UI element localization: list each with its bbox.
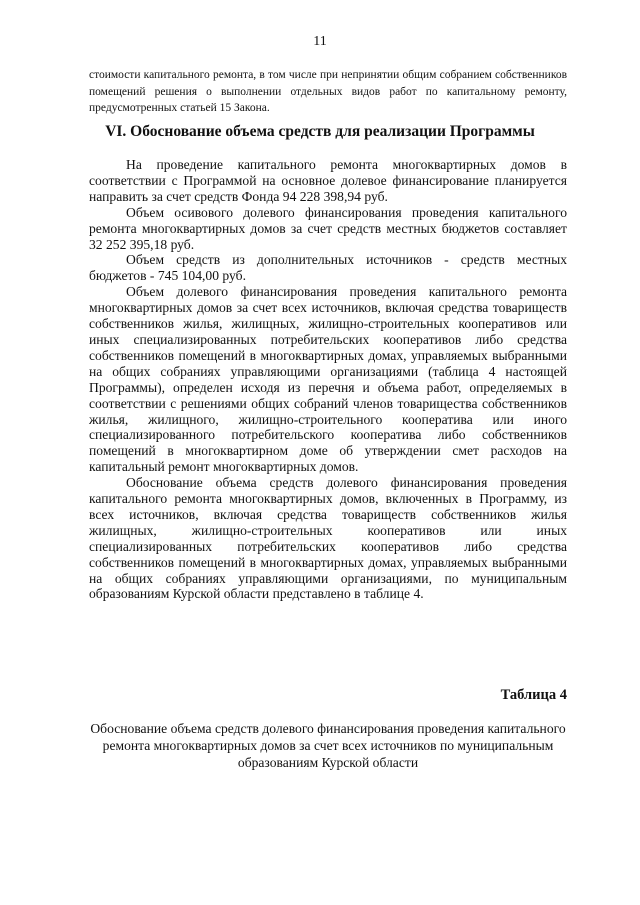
intro-paragraph: стоимости капитального ремонта, в том числе при непринятии общим собранием собственников помещений решения о выполнении отдельных видов работ по капитальному ремонту, предусмотренных статьей 15 Закона. bbox=[89, 69, 567, 114]
paragraph-additional-sources: Объем средств из дополнительных источников - средств местных бюджетов - 745 104,00 руб. bbox=[89, 252, 567, 284]
table-caption: Обоснование объема средств долевого финансирования проведения капитального ремонта многоквартирных домов за счет всех источников по муниципальным образованиям Курской области bbox=[90, 721, 566, 770]
paragraph-fund-financing: На проведение капитального ремонта многоквартирных домов в соответствии с Программой на основное долевое финансирование планируется направить за счет средств Фонда 94 228 398,94 руб. bbox=[89, 157, 567, 204]
paragraph-local-budgets: Объем осивового долевого финансирования проведения капитального ремонта многоквартирных домов за счет средств местных бюджетов составляет 32 252 395,18 руб. bbox=[89, 204, 567, 252]
page-number: 11 bbox=[313, 34, 327, 49]
table-label: Таблица 4 bbox=[500, 687, 567, 703]
section-title: VI. Обоснование объема средств для реализации Программы bbox=[105, 123, 535, 140]
section-body bbox=[89, 157, 567, 602]
paragraph-all-sources: Объем долевого финансирования проведения капитального ремонта многоквартирных домов за счет всех источников, включая средства товариществ собственников жилья, жилищных, жилищно-строительных кооперативов или иных специализированных потребительских кооперативов либо средства собственников помещений в многоквартирных домах, управляемых выбранными на общих собраниях управляющими организациями (таблица 4 настоящей Программы), определен исходя из перечня и объема работ, определяемых в соответствии с решениями общих собраний членов товарищества собственников жилья, жилищного, жилищно-строительного кооператива или иного специализированного потребительского кооператива либо собственников помещений в многоквартирном доме об утверждении смет расходов на капитальный ремонт многоквартирных домов. bbox=[89, 284, 567, 475]
paragraph-justification: Обоснование объема средств долевого финансирования проведения капитального ремонта многоквартирных домов, включенных в Программу, из всех источников, включая средства товариществ собственников жилья жилищных, жилищно-строительных кооперативов или иных специализированных потребительских кооперативов либо средства собственников помещений в многоквартирных домах, управляемых выбранными на общих собраниях управляющими организациями, по муниципальным образованиям Курской области представлено в таблице 4. bbox=[89, 475, 567, 602]
